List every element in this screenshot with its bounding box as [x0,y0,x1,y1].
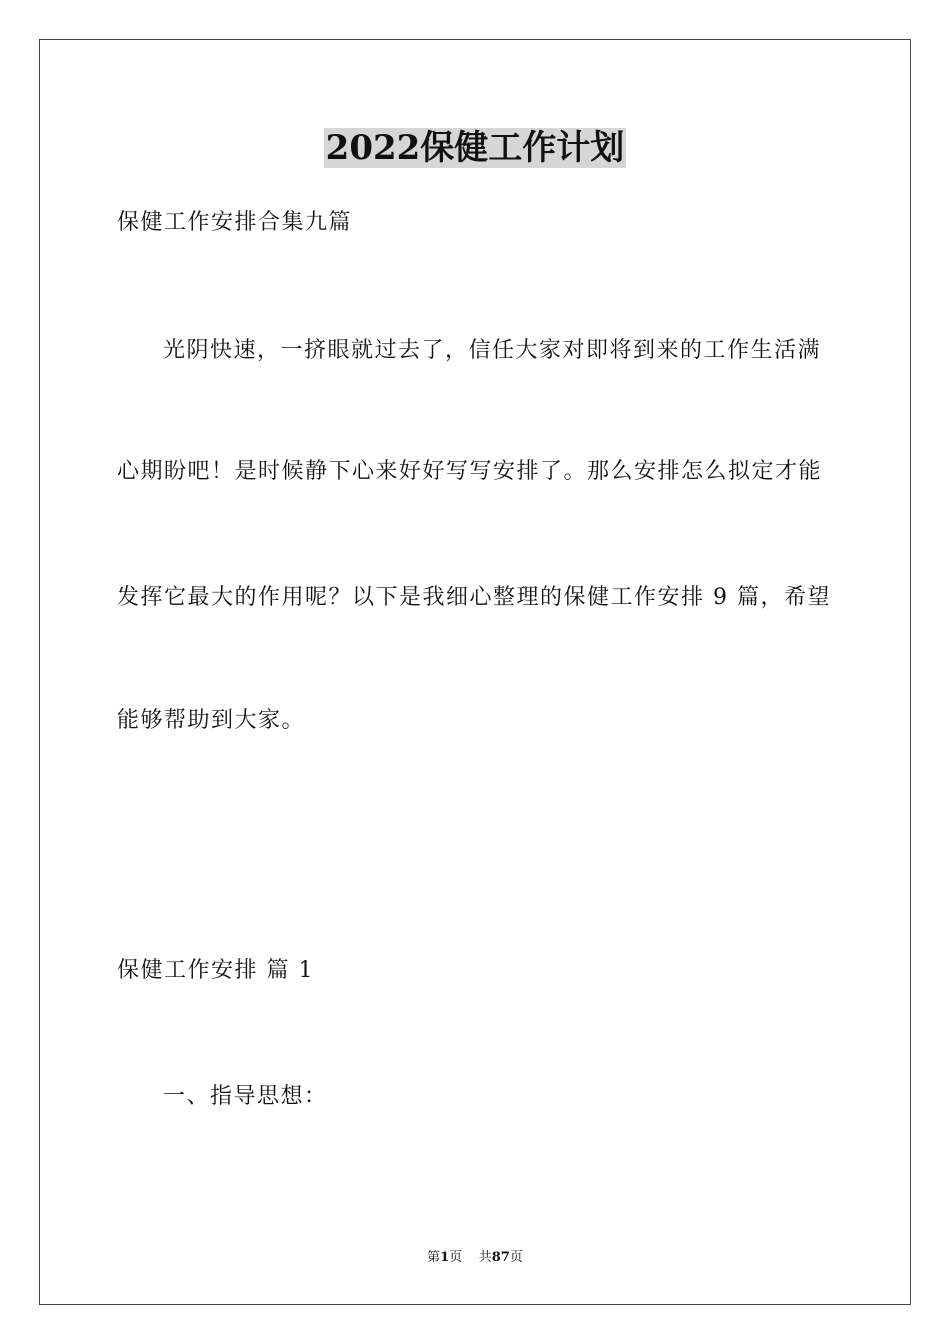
section-heading: 保健工作安排 篇 1 [117,958,314,983]
document-title: 2022保健工作计划 [325,128,625,168]
subheading: 一、指导思想： [163,1084,328,1109]
page-prefix: 第 [427,1250,441,1265]
paragraph-line-3: 发挥它最大的作用呢？以下是我细心整理的保健工作安排 9 篇，希望 [117,585,831,610]
total-suffix: 页 [509,1250,523,1265]
page-suffix: 页 [449,1250,463,1265]
document-title-container [0,126,950,170]
document-subtitle: 保健工作安排合集九篇 [117,210,353,235]
paragraph-line-4: 能够帮助到大家。 [117,708,306,733]
paragraph-line-2: 心期盼吧！是时候静下心来好好写写安排了。那么安排怎么拟定才能 [117,459,823,484]
page-number: 1 [440,1250,450,1265]
total-prefix: 共 [478,1250,492,1265]
total-pages: 87 [491,1250,510,1265]
paragraph-line-1: 光阴快速，一挤眼就过去了，信任大家对即将到来的工作生活满 [163,338,822,363]
page-footer [0,1246,950,1265]
